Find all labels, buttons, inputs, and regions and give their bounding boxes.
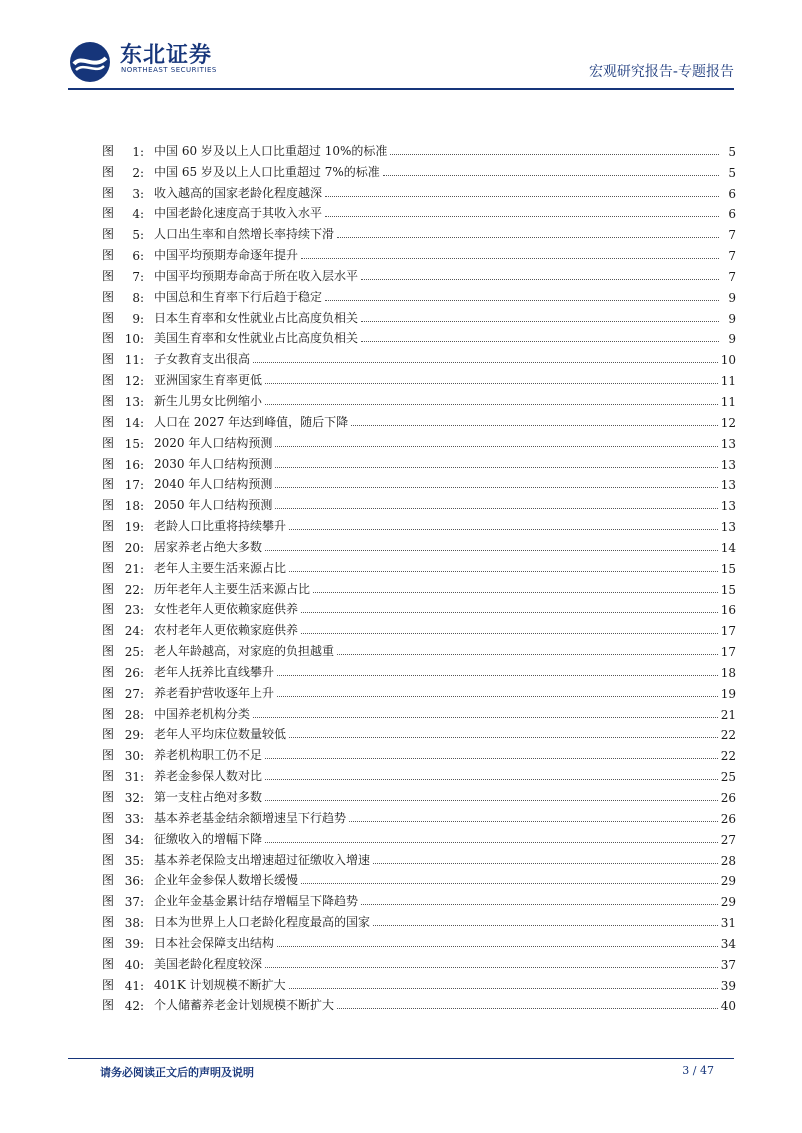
page-number: 13 [720,436,736,451]
figure-title: 征缴收入的增幅下降 [154,831,263,846]
page-number: 34 [720,936,736,951]
figure-title: 日本生育率和女性就业占比高度负相关 [154,310,359,325]
figure-number: 2: [132,165,144,180]
page-number: 22 [720,728,736,743]
figure-title: 收入越高的国家老龄化程度越深 [154,185,323,200]
figure-number: 25: [124,645,144,660]
figure-number: 3: [132,186,144,201]
figure-title: 老龄人口比重将持续攀升 [154,519,287,534]
leader-dots [351,425,718,426]
page-number: 37 [720,957,736,972]
page-number: 15 [720,582,736,597]
leader-dots [373,863,718,864]
leader-dots [361,321,719,322]
leader-dots [265,842,718,843]
figure-number: 17: [124,478,144,493]
leader-dots [325,196,719,197]
leader-dots [275,487,717,488]
figure-label: 图 [102,935,115,950]
header-divider [68,88,734,90]
page-number: 7 [728,249,736,264]
figure-label: 图 [102,748,115,763]
page-number: 13 [720,520,736,535]
figure-number: 29: [124,728,144,743]
figure-label: 图 [102,790,115,804]
figure-title: 亚洲国家生育率更低 [154,373,263,388]
toc-entry[interactable] [102,305,736,326]
leader-dots [289,988,718,989]
figure-title: 老年人抚养比直线攀升 [154,664,275,679]
toc-entry[interactable] [102,763,736,784]
figure-label: 图 [102,310,115,325]
leader-dots [337,654,718,655]
figure-number: 37: [124,895,144,910]
leader-dots [277,696,718,697]
page-number: 9 [728,311,736,326]
figure-title: 基本养老基金结余额增速呈下行趋势 [154,810,347,825]
figure-label: 图 [102,602,115,617]
page-number: 25 [720,770,736,785]
page-number: 28 [720,853,736,868]
figure-title: 日本为世界上人口老龄化程度最高的国家 [154,915,371,930]
figure-label: 图 [102,456,115,471]
figure-title: 中国 65 岁及以上人口比重超过 7%的标准 [154,164,380,179]
figure-number: 13: [124,394,144,409]
figure-number: 18: [124,499,144,514]
figure-number: 9: [132,311,144,326]
leader-dots [265,779,718,780]
toc-entry[interactable] [102,638,736,659]
figure-title: 第一支柱占绝对多数 [154,790,263,804]
figure-number: 32: [124,791,144,805]
page-number: 10 [720,353,736,368]
page-number: 27 [720,832,736,847]
figure-number: 1: [132,144,144,159]
leader-dots [337,1008,718,1009]
leader-dots [289,571,718,572]
figure-label: 图 [102,769,115,784]
toc-entry[interactable] [102,909,736,930]
figure-title: 居家养老占绝大多数 [154,539,263,554]
figure-label: 图 [102,248,115,263]
figure-number: 15: [124,436,144,451]
toc-entry[interactable] [102,534,736,555]
figure-label: 图 [102,894,115,909]
figure-title: 老人年龄越高，对家庭的负担越重 [154,644,335,659]
figure-label: 图 [102,393,115,408]
page-number: 26 [720,811,736,826]
toc-entry[interactable] [102,784,736,805]
page-number: 29 [720,874,736,889]
page-number: 40 [720,999,736,1014]
page-number: 19 [720,686,736,701]
figure-title: 企业年金基金累计结存增幅呈下降趋势 [154,894,359,909]
figure-number: 42: [124,999,144,1014]
figure-label: 图 [102,185,115,200]
figure-label: 图 [102,873,115,888]
figure-number: 14: [124,415,144,430]
leader-dots [361,341,719,342]
toc-entry[interactable] [102,472,736,493]
figure-label: 图 [102,623,115,638]
figure-label: 图 [102,227,115,242]
figure-label: 图 [102,498,115,513]
figure-number: 23: [124,603,144,618]
figure-label: 图 [102,644,115,659]
figure-label: 图 [102,331,115,346]
company-name-cn: 东北证券 [120,43,213,68]
page-number: 13 [720,478,736,493]
page-number: 9 [728,290,736,305]
toc-entry[interactable] [102,597,736,618]
figure-title: 养老金参保人数对比 [154,769,263,784]
page-number: 11 [720,394,736,409]
figure-title: 中国 60 岁及以上人口比重超过 10%的标准 [154,143,388,158]
figure-title: 中国总和生育率下行后趋于稳定 [154,289,323,304]
leader-dots [325,300,719,301]
figure-title: 中国平均预期寿命逐年提升 [154,248,299,263]
figure-label: 图 [102,477,115,492]
leader-dots [373,925,718,926]
leader-dots [390,154,719,155]
toc-entry[interactable] [102,138,736,159]
figure-label: 图 [102,727,115,742]
toc-entry[interactable] [102,722,736,743]
toc-entry[interactable] [102,513,736,534]
figure-label: 图 [102,956,115,971]
figure-number: 27: [124,686,144,701]
figure-label: 图 [102,206,115,221]
figure-label: 图 [102,164,115,179]
page-number: 6 [728,207,736,222]
figure-title: 人口出生率和自然增长率持续下滑 [154,227,335,242]
figure-title: 女性老年人更依赖家庭供养 [154,602,299,617]
figure-title: 老年人主要生活来源占比 [154,560,287,575]
toc-entry[interactable] [102,388,736,409]
leader-dots [265,404,718,405]
page-number: 5 [728,144,736,159]
company-name-en: NORTHEAST SECURITIES [121,66,217,74]
figure-title: 2020 年人口结构预测 [154,435,273,450]
figure-number: 4: [132,207,144,222]
leader-dots [277,946,718,947]
figure-title: 中国平均预期寿命高于所在收入层水平 [154,268,359,283]
toc-entry[interactable] [102,868,736,889]
page-number: 6 [728,186,736,201]
figure-number: 21: [124,561,144,576]
toc-entry[interactable] [102,346,736,367]
figure-title: 新生儿男女比例缩小 [154,393,263,408]
toc-entry[interactable] [102,326,736,347]
figure-title: 个人储蓄养老金计划规模不断扩大 [154,998,335,1013]
page-header [68,34,734,86]
toc-entry[interactable] [102,576,736,597]
figure-title: 子女教育支出很高 [154,352,251,367]
figure-number: 35: [124,853,144,868]
figure-number: 5: [132,228,144,243]
figure-number: 11: [124,353,144,368]
figure-title: 基本养老保险支出增速超过征缴收入增速 [154,852,371,867]
page-number: 7 [728,228,736,243]
leader-dots [253,362,718,363]
figure-label: 图 [102,685,115,700]
figure-title: 日本社会保障支出结构 [154,935,275,950]
report-type: 宏观研究报告-专题报告 [588,64,734,80]
figure-title: 中国养老机构分类 [154,706,251,721]
toc-entry[interactable] [102,680,736,701]
page-number: 15 [720,561,736,576]
leader-dots [265,967,718,968]
figure-title: 2050 年人口结构预测 [154,498,273,513]
page-number: 12 [720,415,736,430]
leader-dots [275,467,717,468]
leader-dots [301,612,718,613]
figure-number: 8: [132,290,144,305]
page-number: 31 [720,916,736,931]
page-number: 17 [720,624,736,639]
figure-number: 10: [124,332,144,347]
figure-title: 老年人平均床位数量较低 [154,727,287,742]
figure-title: 美国生育率和女性就业占比高度负相关 [154,331,359,346]
page-number: 9 [728,332,736,347]
figure-title: 美国老龄化程度较深 [154,956,263,971]
figure-label: 图 [102,977,115,992]
leader-dots [289,529,718,530]
toc-entry[interactable] [102,284,736,305]
figure-title: 历年老年人主要生活来源占比 [154,581,311,596]
leader-dots [301,883,718,884]
page-number: 13 [720,457,736,472]
page-number: 13 [720,499,736,514]
figure-label: 图 [102,810,115,825]
toc-entry[interactable] [102,826,736,847]
figure-number: 34: [124,832,144,847]
toc-entry[interactable] [102,555,736,576]
page-number: 39 [720,978,736,993]
page-number: 29 [720,895,736,910]
figure-number: 20: [124,540,144,555]
figure-title: 401K 计划规模不断扩大 [154,977,286,992]
figure-number: 22: [124,582,144,597]
page-number: 5 [728,165,736,180]
figure-label: 图 [102,560,115,575]
toc-entry[interactable] [102,242,736,263]
figure-number: 41: [124,978,144,993]
figure-number: 26: [124,665,144,680]
figure-title: 人口在 2027 年达到峰值，随后下降 [154,414,349,429]
toc-entry[interactable] [102,805,736,826]
figure-label: 图 [102,998,115,1013]
figure-number: 6: [132,249,144,264]
figure-number: 38: [124,916,144,931]
figure-number: 19: [124,520,144,535]
figure-number: 33: [124,811,144,826]
page-number: 16 [720,603,736,618]
leader-dots [383,175,719,176]
figure-label: 图 [102,435,115,450]
toc-entry[interactable] [102,221,736,242]
figure-title: 中国老龄化速度高于其收入水平 [154,206,323,221]
figure-number: 24: [124,624,144,639]
figure-title: 2040 年人口结构预测 [154,477,273,492]
page-number: 14 [720,540,736,555]
figure-number: 30: [124,749,144,764]
figure-number: 36: [124,874,144,889]
page-number: 11 [720,374,736,389]
toc-entry[interactable] [102,888,736,909]
page-number: 18 [720,665,736,680]
figure-label: 图 [102,852,115,867]
figure-label: 图 [102,539,115,554]
figure-label: 图 [102,519,115,534]
figure-label: 图 [102,414,115,429]
figure-number: 16: [124,457,144,472]
figure-label: 图 [102,831,115,846]
leader-dots [265,550,718,551]
figure-title: 企业年金参保人数增长缓慢 [154,873,299,888]
toc-entry[interactable] [102,451,736,472]
leader-dots [253,717,718,718]
toc-entry[interactable] [102,263,736,284]
leader-dots [277,675,718,676]
leader-dots [289,737,718,738]
toc-entry[interactable] [102,367,736,388]
toc-entry[interactable] [102,701,736,722]
leader-dots [301,258,719,259]
toc-entry[interactable] [102,742,736,763]
toc-entry[interactable] [102,617,736,638]
leader-dots [265,383,718,384]
toc-entry[interactable] [102,159,736,180]
figure-label: 图 [102,664,115,679]
toc-entry[interactable] [102,430,736,451]
figure-label: 图 [102,581,115,596]
toc-entry[interactable] [102,847,736,868]
page-number: 17 [720,645,736,660]
toc-entry[interactable] [102,930,736,951]
leader-dots [361,904,718,905]
figure-title: 养老看护营收逐年上升 [154,685,275,700]
leader-dots [301,633,718,634]
leader-dots [265,800,718,801]
leader-dots [265,758,718,759]
page-number: 21 [720,707,736,722]
figure-label: 图 [102,143,115,158]
figure-label: 图 [102,706,115,721]
figure-label: 图 [102,373,115,388]
figure-label: 图 [102,352,115,367]
figure-index-list [102,138,736,1013]
figure-title: 养老机构职工仍不足 [154,748,263,763]
figure-number: 12: [124,374,144,389]
figure-label: 图 [102,268,115,283]
page-number: 26 [720,791,736,805]
figure-number: 31: [124,770,144,785]
leader-dots [325,216,719,217]
leader-dots [313,592,718,593]
toc-entry[interactable] [102,180,736,201]
page-indicator: 3 / 47 [682,1064,714,1077]
leader-dots [361,279,719,280]
figure-number: 39: [124,936,144,951]
toc-entry[interactable] [102,659,736,680]
figure-number: 40: [124,957,144,972]
figure-title: 2030 年人口结构预测 [154,456,273,471]
leader-dots [337,237,719,238]
page-number: 7 [728,269,736,284]
footer-divider [68,1058,734,1059]
northeast-securities-logo-icon [68,40,112,84]
page-number: 22 [720,749,736,764]
figure-title: 农村老年人更依赖家庭供养 [154,623,299,638]
leader-dots [275,446,717,447]
disclaimer-note: 请务必阅读正文后的声明及说明 [100,1066,254,1079]
toc-entry[interactable] [102,492,736,513]
toc-entry[interactable] [102,951,736,972]
toc-entry[interactable] [102,409,736,430]
toc-entry[interactable] [102,972,736,993]
figure-label: 图 [102,915,115,930]
figure-number: 28: [124,707,144,722]
leader-dots [275,508,717,509]
figure-number: 7: [132,269,144,284]
toc-entry[interactable] [102,201,736,222]
toc-entry[interactable] [102,993,736,1014]
leader-dots [349,821,718,822]
figure-label: 图 [102,289,115,304]
